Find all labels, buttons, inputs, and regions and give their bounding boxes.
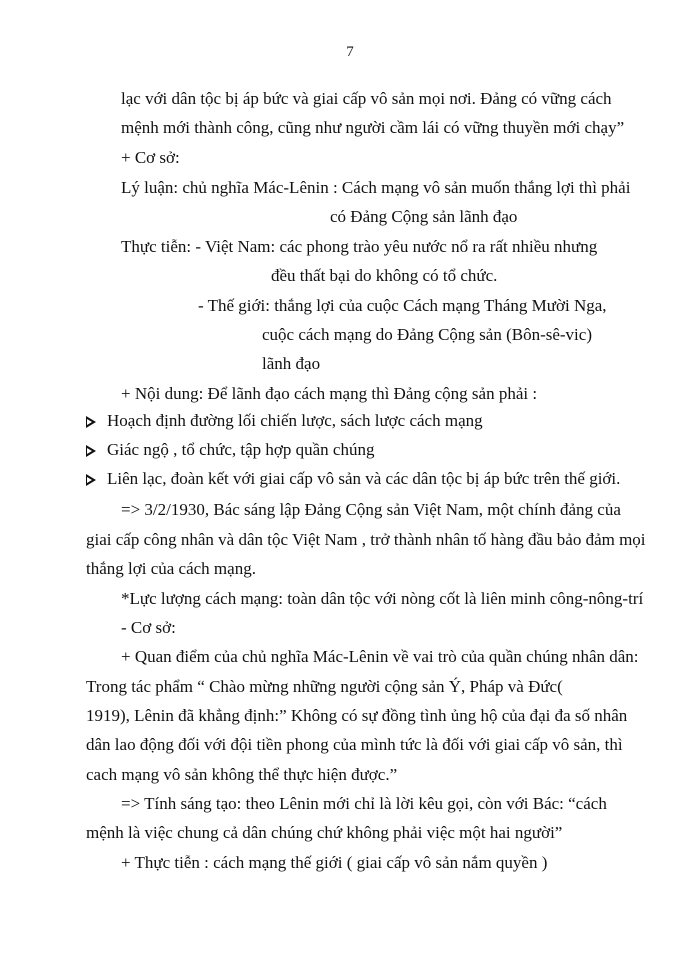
- text-line: lãnh đạo: [262, 354, 321, 373]
- text-line: + Cơ sở:: [121, 148, 180, 167]
- text-line: Trong tác phẩm “ Chào mừng những người cộng sản Ý, Pháp và Đức(: [86, 677, 563, 696]
- text-line: - Cơ sở:: [121, 618, 176, 637]
- bullet-item: Hoạch định đường lối chiến lược, sách lược cách mạng: [107, 411, 483, 430]
- text-line: + Quan điểm của chủ nghĩa Mác-Lênin về vai trò của quần chúng nhân dân:: [121, 647, 639, 666]
- text-line: cuộc cách mạng do Đảng Cộng sản (Bôn-sê-vic): [262, 325, 592, 344]
- text-line: + Thực tiễn : cách mạng thế giới ( giai cấp vô sản nắm quyền ): [121, 853, 548, 872]
- text-line: cach mạng vô sản không thể thực hiện được.”: [86, 765, 398, 784]
- bullet-item: Giác ngộ , tổ chức, tập hợp quần chúng: [107, 440, 375, 459]
- page-number: 7: [346, 44, 354, 60]
- bullet-arrow-icon: [86, 416, 96, 428]
- text-line: Lý luận: chủ nghĩa Mác-Lênin : Cách mạng vô sản muốn thắng lợi thì phải: [121, 178, 631, 197]
- text-line: mệnh mới thành công, cũng như người cầm lái có vững thuyền mới chạy”: [121, 118, 625, 137]
- text-line: => 3/2/1930, Bác sáng lập Đảng Cộng sản Việt Nam, một chính đảng của: [121, 500, 621, 519]
- text-line: + Nội dung: Để lãnh đạo cách mạng thì Đảng cộng sản phải :: [121, 384, 538, 403]
- text-line: *Lực lượng cách mạng: toàn dân tộc với nòng cốt là liên minh công-nông-trí: [121, 589, 644, 608]
- text-line: có Đảng Cộng sản lãnh đạo: [330, 207, 518, 226]
- text-line: đều thất bại do không có tổ chức.: [271, 266, 498, 285]
- text-line: giai cấp công nhân và dân tộc Việt Nam , trở thành nhân tố hàng đầu bảo đảm mọi: [86, 530, 646, 549]
- bullet-arrow-icon: [86, 474, 96, 486]
- text-line: mệnh là việc chung cả dân chúng chứ không phải việc một hai người”: [86, 823, 563, 842]
- text-line: 1919), Lênin đã khẳng định:” Không có sự đồng tình ủng hộ của đại đa số nhân: [86, 706, 628, 725]
- text-line: thắng lợi của cách mạng.: [86, 559, 256, 578]
- text-line: dân lao động đối với đội tiền phong của mình tức là đối với giai cấp vô sản, thì: [86, 735, 623, 754]
- bullet-item: Liên lạc, đoàn kết với giai cấp vô sản và các dân tộc bị áp bức trên thế giới.: [107, 469, 621, 488]
- text-line: lạc với dân tộc bị áp bức và giai cấp vô sản mọi nơi. Đảng có vững cách: [121, 89, 612, 108]
- bullet-arrow-icon: [86, 445, 96, 457]
- text-line: => Tính sáng tạo: theo Lênin mới chỉ là lời kêu gọi, còn với Bác: “cách: [121, 794, 607, 813]
- text-line: - Thế giới: thắng lợi của cuộc Cách mạng Tháng Mười Nga,: [198, 296, 607, 315]
- text-line: Thực tiễn: - Việt Nam: các phong trào yêu nước nổ ra rất nhiều nhưng: [121, 237, 598, 256]
